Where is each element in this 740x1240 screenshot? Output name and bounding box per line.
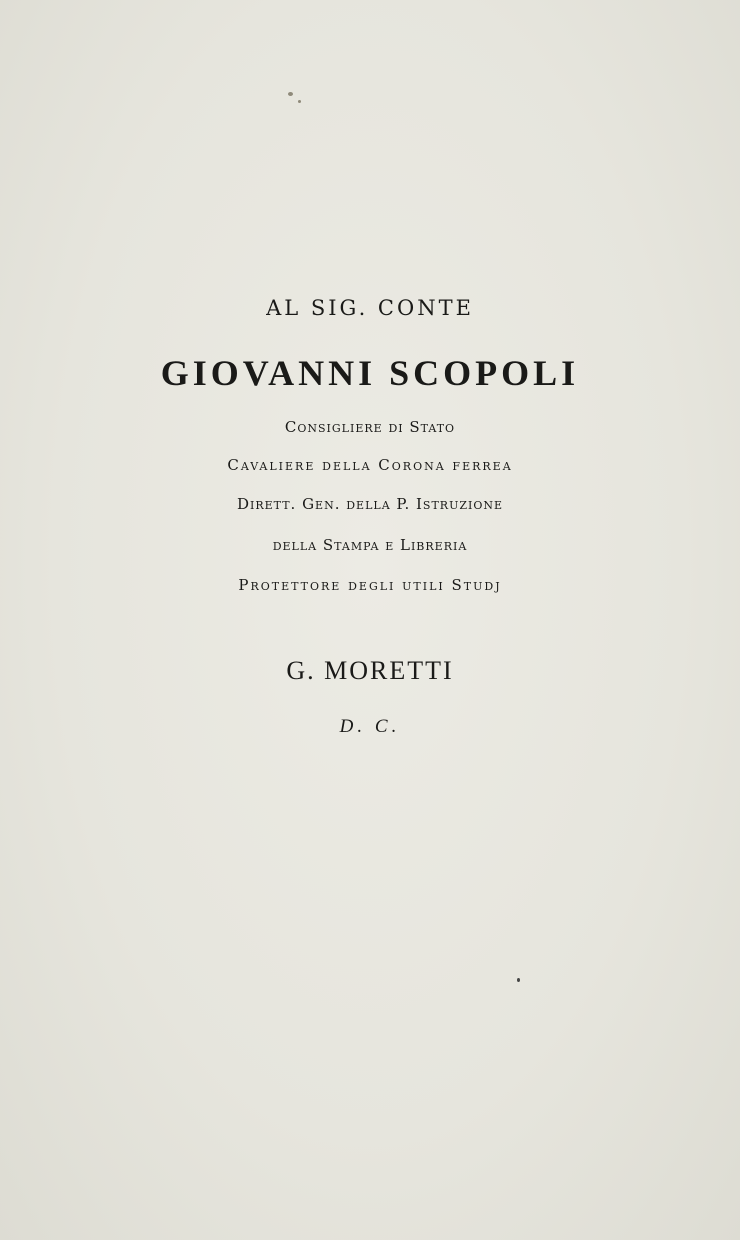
paper-speck: [298, 100, 301, 103]
paper-speck: [288, 92, 293, 96]
dedicatee-title-2: Cavaliere della Corona ferrea: [227, 456, 513, 474]
dedicatee-title-1: Consigliere di Stato: [284, 418, 456, 436]
dedicatee-title-5: Protettore degli utili Studj: [238, 576, 502, 594]
dedication-signoff: D. C.: [339, 716, 401, 737]
dedicatee-title-4: della Stampa e Libreria: [272, 536, 468, 554]
bleed-through-heading: [110, 195, 590, 225]
dedicatee-title-3: Dirett. Gen. della P. Istruzione: [236, 495, 504, 513]
dedication-salutation: AL SIG. CONTE: [266, 296, 474, 320]
paper-speck: [517, 978, 520, 982]
dedication-author: G. MORETTI: [286, 656, 454, 685]
dedicatee-name: GIOVANNI SCOPOLI: [160, 353, 580, 393]
